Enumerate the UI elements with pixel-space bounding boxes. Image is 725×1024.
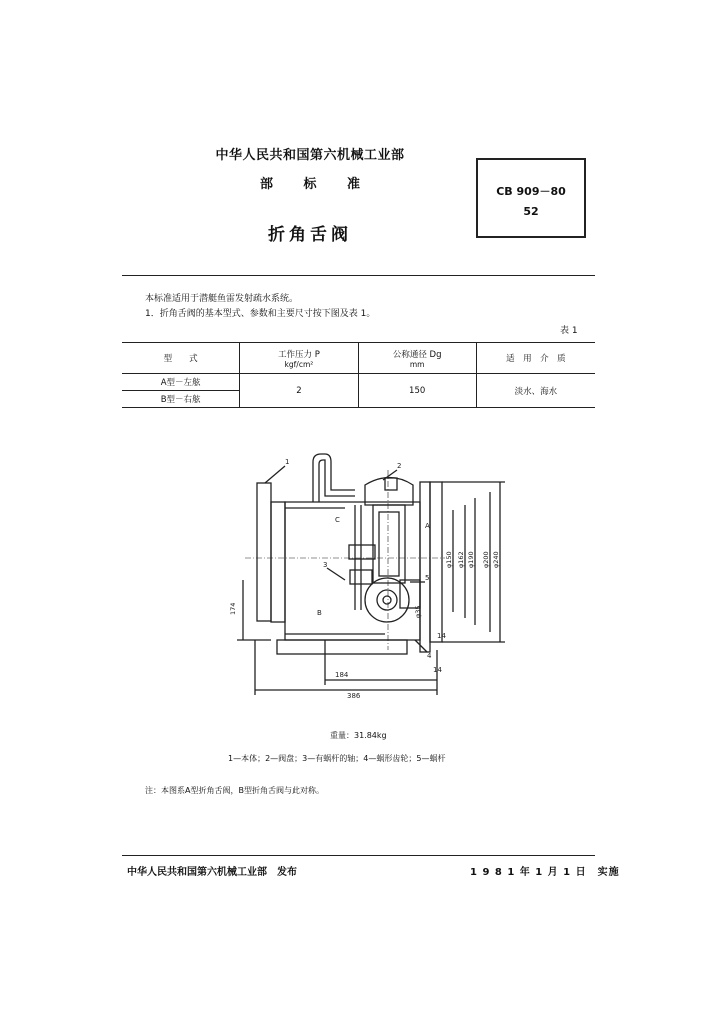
document-title: 折角舌阀 [268,225,352,245]
table-1 [122,342,595,408]
footer-date: 1 9 8 1 年 1 月 1 日 实施 [470,867,620,878]
table-header-row [122,343,595,374]
standard-code-sub: 52 [523,205,539,218]
header-rule [122,275,595,276]
valve-base [277,640,407,654]
callout-3: 3 [323,561,328,569]
header-pressure [240,343,358,374]
worm-gear [365,578,409,622]
dim-d150: φ150 [445,551,453,568]
view-c-label: C [335,516,340,524]
cell-pressure: 2 [240,374,358,408]
standard-code: CB 909－80 [496,185,566,198]
dim-phi-shaft: φ35 [414,605,422,618]
table-label: 表 1 [560,326,578,336]
header-medium: 适 用 介 质 [476,343,595,374]
row-type-a: A型－左舷 [122,374,240,391]
dim-386: 386 [347,692,361,700]
cell-diameter: 150 [358,374,476,408]
dim-174: 174 [229,602,237,615]
footer-rule [122,855,595,856]
issuing-ministry: 中华人民共和国第六机械工业部 [215,148,405,163]
dim-14a: 14 [433,666,442,674]
dim-d240: φ240 [492,551,500,568]
row-type-b: B型－右舷 [122,391,240,408]
view-b-label: B [317,609,322,617]
valve-technical-drawing [205,440,525,705]
dim-d200: φ200 [482,551,490,568]
dim-184: 184 [335,671,349,679]
parts-legend: 1—本体；2—阀盘；3—有蜗杆的轴；4—蜗形齿轮；5—蜗杆 [228,754,446,763]
dim-d190: φ190 [467,551,475,568]
dim-d162: φ162 [457,551,465,568]
weight-text: 重量：31.84kg [330,731,387,740]
header-diameter [358,343,476,374]
footer-issuer: 中华人民共和国第六机械工业部 发布 [127,867,297,878]
item-1-paragraph: 1．折角舌阀的基本型式、参数和主要尺寸按下图及表 1。 [145,309,376,319]
note-text: 注：本图系A型折角舌阀，B型折角舌阀与此对称。 [145,786,324,795]
dim-14b: 14 [437,632,446,640]
header-diameter-unit: mm [409,359,425,369]
right-flange-outer [430,482,442,642]
view-a-label: A [425,522,430,530]
header-pressure-label: 工作压力 P [278,349,320,360]
scope-paragraph: 本标准适用于潜艇鱼雷发射疏水系统。 [145,294,299,304]
table-row [122,374,595,391]
callout-4: 4 [427,652,432,660]
header-diameter-label: 公称通径 Dg [392,349,442,360]
callout-2: 2 [397,462,402,470]
cell-medium: 淡水、海水 [476,374,595,408]
body-neck [271,502,285,622]
right-flange [420,482,430,652]
standard-type: 部 标 准 [259,177,361,192]
left-flange [257,483,271,621]
valve-body [285,502,420,640]
header-pressure-unit: kgf/cm² [284,359,314,369]
callout-1: 1 [285,458,290,466]
valve-disc [373,505,405,583]
callout-5: 5 [425,574,430,582]
header-type: 型 式 [122,343,240,374]
